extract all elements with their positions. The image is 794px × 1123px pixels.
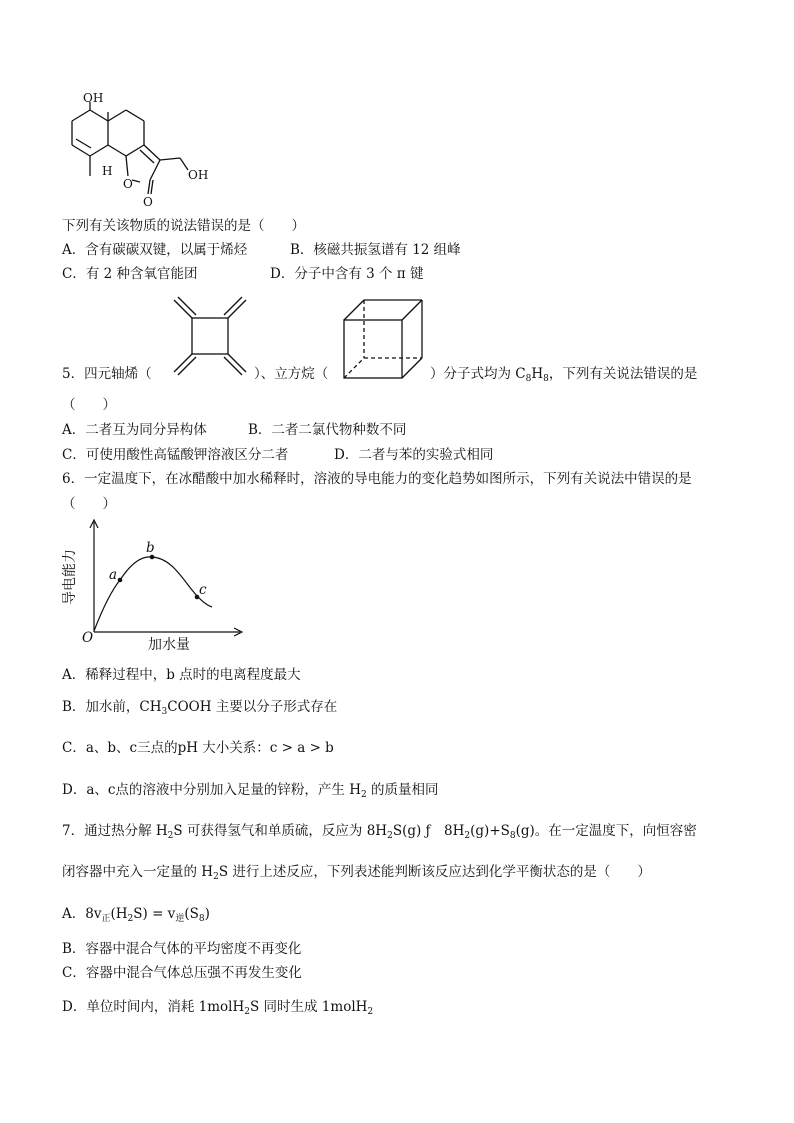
q7-d-a: D．单位时间内，消耗 1molH <box>62 999 245 1015</box>
q7-a-d: (S <box>184 906 199 922</box>
graph-xlabel: 加水量 <box>148 637 190 653</box>
q7-a-zheng: 正 <box>101 914 111 924</box>
q7-l1-a: 7．通过热分解 H <box>62 823 168 839</box>
q5-tail-post: ，下列有关说法错误的是 <box>548 366 698 382</box>
q7-l1-s3: 2 <box>464 831 471 841</box>
q5-intro: 5．四元轴烯（ <box>62 366 152 382</box>
q7-line1 <box>62 822 697 845</box>
graph-origin-label: O <box>82 630 94 646</box>
graph-point-c-label: c <box>199 582 207 598</box>
carbonyl-oxygen-label: O <box>143 195 153 209</box>
q6-stem: 6．一定温度下，在冰醋酸中加水稀释时，溶液的导电能力的变化趋势如图所示，下列有关说法中错误的是 <box>62 471 692 487</box>
graph-point-a-label: a <box>109 567 118 583</box>
q6-paren: （ ） <box>62 496 116 512</box>
graph-point-a <box>118 578 123 583</box>
q7-d-b: S 同时生成 1molH <box>249 999 368 1015</box>
q7-a-s8: 8 <box>198 914 205 924</box>
q7-a-ni: 逆 <box>175 914 185 924</box>
q7-a-e: ) <box>204 906 210 922</box>
q7-a-s2: 2 <box>127 914 134 924</box>
q4-option-b: B．核磁共振氢谱有 12 组峰 <box>290 242 461 258</box>
oh-side-label: OH <box>188 168 209 182</box>
q6-option-c: C．a、b、c三点的pH 大小关系：c > a > b <box>62 740 334 756</box>
q7-option-c: C．容器中混合气体总压强不再发生变化 <box>62 965 302 981</box>
q7-a-c: S) = v <box>133 906 176 922</box>
q7-l1-c: S(g) ƒ 8H <box>392 823 465 839</box>
q7-option-b: B．容器中混合气体的平均密度不再变化 <box>62 941 302 957</box>
q7-a-a: A．8v <box>62 906 102 922</box>
q5-h: H <box>531 366 544 382</box>
q5-mid: ）、立方烷（ <box>254 366 329 382</box>
q6-b-post: COOH 主要以分子形式存在 <box>167 699 338 715</box>
q7-l1-s1: 2 <box>167 831 174 841</box>
q7-l1-e: (g)。在一定温度下，向恒容密 <box>515 823 697 839</box>
q6-d-pre: D．a、c点的溶液中分别加入足量的锌粉，产生 H <box>62 782 361 798</box>
q7-d-s1: 2 <box>244 1007 250 1017</box>
q5-option-c: C．可使用酸性高锰酸钾溶液区分二者 <box>62 447 289 463</box>
q5-sub-h: 8 <box>543 374 549 384</box>
ring-oxygen-label: O <box>123 177 133 191</box>
graph-point-b-label: b <box>146 540 155 556</box>
q5-tail-pre: ）分子式均为 C <box>430 366 526 382</box>
q7-l2-a: 闭容器中充入一定量的 H <box>62 864 214 880</box>
q7-l1-d: (g)+S <box>470 823 510 839</box>
q6-b-pre: B．加水前，CH <box>62 699 162 715</box>
q5-option-a: A．二者互为同分异构体 <box>62 422 207 438</box>
q6-option-d <box>62 781 439 804</box>
q5-paren: （ ） <box>62 397 116 413</box>
h-label: H <box>102 164 113 178</box>
q7-option-d <box>62 998 373 1021</box>
q4-option-a: A．含有碳碳双键，以属于烯烃 <box>62 242 248 258</box>
q7-l1-s4: 8 <box>509 831 516 841</box>
q6-d-post: 的质量相同 <box>366 782 439 798</box>
q7-l1-s2: 2 <box>387 831 393 841</box>
q7-option-a <box>62 905 210 928</box>
q5-option-b: B．二者二氯代物种数不同 <box>248 422 407 438</box>
q6-option-a: A．稀释过程中，b 点时的电离程度最大 <box>62 667 301 683</box>
q7-l2-b: S 进行上述反应，下列表述能判断该反应达到化学平衡状态的是（ ） <box>218 864 651 880</box>
q4-option-d: D．分子中含有 3 个 π 键 <box>270 266 424 282</box>
q5-sub-c: 8 <box>525 374 532 384</box>
graph-ylabel: 导电能力 <box>62 549 78 605</box>
oh-top-label: OH <box>83 91 104 105</box>
q6-b-sub: 3 <box>161 707 168 717</box>
q4-stem: 下列有关该物质的说法错误的是（ ） <box>62 218 305 234</box>
q6-d-sub: 2 <box>361 790 367 800</box>
q6-option-b <box>62 698 337 721</box>
q5-option-d: D．二者与苯的实验式相同 <box>334 447 494 463</box>
q7-l2-s: 2 <box>213 872 219 882</box>
q7-l1-b: S 可获得氢气和单质硫，反应为 8H <box>173 823 388 839</box>
q7-line2 <box>62 863 651 886</box>
q4-option-c: C．有 2 种含氧官能团 <box>62 266 198 282</box>
q7-a-b: (H <box>110 906 128 922</box>
q7-d-s2: 2 <box>367 1007 374 1017</box>
